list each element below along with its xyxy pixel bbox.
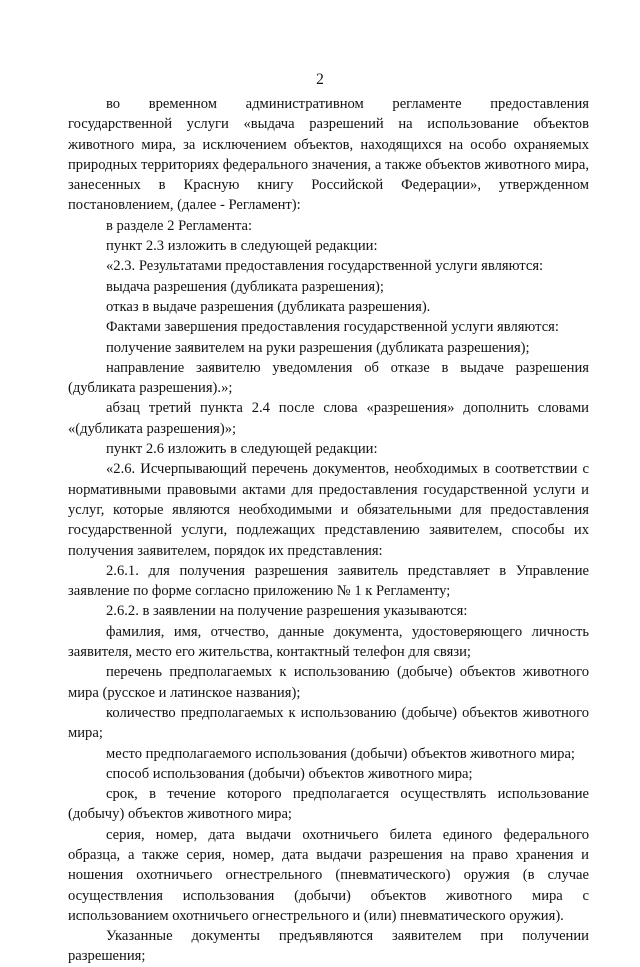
- paragraph: абзац третий пункта 2.4 после слова «разрешения» дополнить словами «(дубликата разрешения)»;: [68, 400, 589, 437]
- paragraph: выдача разрешения (дубликата разрешения);: [106, 278, 384, 295]
- paragraph: Указанные документы предъявляются заявителем при получении разрешения;: [68, 928, 589, 965]
- page-number: 2: [316, 71, 324, 88]
- paragraph: направление заявителю уведомления об отказе в выдаче разрешения (дубликата разрешения).»;: [68, 359, 589, 397]
- paragraph: количество предполагаемых к использованию (добыче) объектов животного мира;: [68, 704, 589, 742]
- paragraph: 2.6.2. в заявлении на получение разрешения указываются:: [106, 603, 468, 620]
- paragraph: 2.6.1. для получения разрешения заявитель представляет в Управление заявление по форме согласно приложению № 1 к Регламенту;: [68, 562, 589, 600]
- paragraph: отказ в выдаче разрешения (дубликата разрешения).: [106, 298, 431, 315]
- paragraph: пункт 2.6 изложить в следующей редакции:: [106, 441, 378, 458]
- paragraph: серия, номер, дата выдачи охотничьего билета единого федерального образца, а также серия, номер, дата выдачи разрешения на право хранения и ношения охотничьего огнестрельного (пневматического) оружия (в случае осуществления использования (добычи) объектов животного мира с использованием охотничьего огнестрельного и (или) пневматического оружия).: [68, 826, 589, 924]
- paragraph: получение заявителем на руки разрешения (дубликата разрешения);: [106, 339, 530, 356]
- paragraph: перечень предполагаемых к использованию (добыче) объектов животного мира (русское и латинское названия);: [68, 664, 589, 701]
- document-body: [68, 94, 589, 967]
- paragraph: «2.3. Результатами предоставления государственной услуги являются:: [106, 258, 544, 275]
- paragraph: «2.6. Исчерпывающий перечень документов, необходимых в соответствии с нормативными правовыми актами для предоставления государственной услуги и услуг, которые являются необходимыми и обязательными для предоставления государственной услуги, подлежащих представлению заявителем, способы их получения заявителем, порядок их представления:: [68, 461, 589, 559]
- paragraph: в разделе 2 Регламента:: [106, 217, 253, 234]
- paragraph: срок, в течение которого предполагается осуществлять использование (добычу) объектов животного мира;: [68, 786, 589, 823]
- paragraph: Фактами завершения предоставления государственной услуги являются:: [106, 319, 559, 336]
- paragraph: способ использования (добычи) объектов животного мира;: [106, 765, 473, 782]
- paragraph: фамилия, имя, отчество, данные документа, удостоверяющего личность заявителя, место его жительства, контактный телефон для связи;: [68, 623, 589, 661]
- paragraph: во временном административном регламенте предоставления государственной услуги «выдача разрешений на использование объектов животного мира, за исключением объектов, находящихся на особо охраняемых природных территориях федерального значения, а также объектов животного мира, занесенных в Красную книгу Российской Федерации», утвержденном постановлением, (далее - Регламент):: [68, 96, 589, 214]
- paragraph: пункт 2.3 изложить в следующей редакции:: [106, 238, 378, 255]
- paragraph: место предполагаемого использования (добычи) объектов животного мира;: [106, 745, 575, 762]
